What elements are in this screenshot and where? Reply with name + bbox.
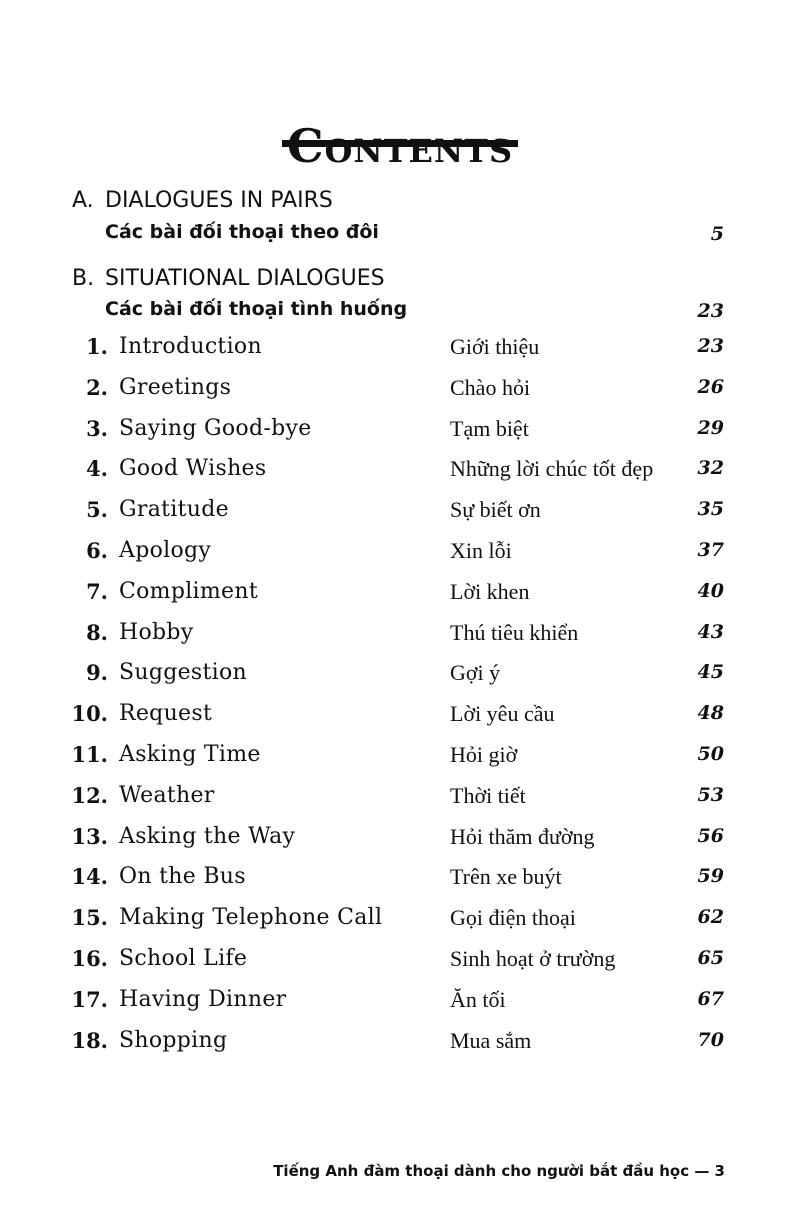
entry-page: 23 [697, 335, 724, 357]
entry-translation: Giới thiệu [450, 334, 540, 359]
toc-entry[interactable] [0, 458, 800, 499]
entry-number: 11. [71, 741, 108, 767]
entry-title: Good Wishes [119, 456, 267, 482]
entry-translation: Tạm biệt [450, 415, 529, 441]
entry-title: Making Telephone Call [119, 905, 383, 931]
entry-page: 43 [697, 620, 724, 643]
entry-number: 1. [86, 334, 108, 359]
entry-translation: Gọi điện thoại [450, 905, 576, 931]
entry-number: 10. [71, 701, 108, 727]
entry-translation: Hỏi giờ [450, 741, 518, 767]
section-heading-text: DIALOGUES IN PAIRS [105, 188, 333, 213]
entry-title: School Life [119, 945, 248, 971]
toc-entry[interactable] [0, 537, 800, 581]
entry-title: Shopping [119, 1027, 228, 1053]
toc-entry[interactable] [0, 499, 800, 540]
section-a-heading[interactable] [72, 190, 333, 212]
toc-entry[interactable] [0, 662, 800, 703]
entry-number: 18. [71, 1027, 108, 1053]
entry-title: Asking the Way [119, 823, 296, 849]
entry-number: 16. [71, 945, 108, 971]
entry-number: 3. [86, 415, 108, 441]
entry-title: Saying Good-bye [119, 415, 312, 441]
entry-page: 67 [697, 987, 724, 1010]
entry-translation: Sự biết ơn [450, 497, 541, 523]
toc-list [0, 336, 800, 1070]
toc-entry[interactable] [0, 415, 800, 459]
title-underline [282, 140, 518, 147]
toc-entry[interactable] [0, 782, 800, 826]
toc-entry[interactable] [0, 703, 800, 744]
entry-title: Asking Time [119, 741, 261, 767]
entry-translation: Sinh hoạt ở trường [450, 945, 616, 971]
entry-page: 65 [697, 946, 724, 969]
entry-page: 70 [697, 1028, 724, 1051]
entry-number: 9. [86, 660, 108, 686]
entry-number: 6. [86, 537, 108, 563]
entry-number: 2. [86, 374, 108, 400]
section-b-heading[interactable] [72, 268, 385, 290]
toc-entry[interactable] [0, 866, 800, 907]
entry-title: Apology [119, 537, 212, 563]
entry-page: 50 [697, 742, 724, 765]
entry-title: Request [119, 701, 213, 727]
entry-number: 17. [71, 986, 108, 1012]
toc-entry[interactable] [0, 907, 800, 948]
entry-number: 14. [71, 864, 108, 890]
entry-page: 62 [697, 906, 724, 929]
toc-entry[interactable] [0, 336, 800, 377]
entry-translation: Lời yêu cầu [450, 701, 555, 727]
entry-title: Greetings [119, 374, 232, 400]
toc-entry[interactable] [0, 374, 800, 418]
section-letter: B. [72, 266, 95, 291]
entry-number: 5. [86, 497, 108, 523]
page-footer: Tiếng Anh đàm thoại dành cho người bắt đầu học — 3 [273, 1162, 725, 1180]
section-heading-text: SITUATIONAL DIALOGUES [105, 266, 385, 291]
toc-entry[interactable] [0, 578, 800, 622]
toc-entry[interactable] [0, 1027, 800, 1071]
entry-title: Suggestion [119, 660, 248, 686]
section-b-subtitle: Các bài đối thoại tình huống [105, 298, 408, 320]
entry-number: 8. [86, 619, 108, 645]
entry-page: 35 [697, 498, 724, 521]
entry-translation: Gợi ý [450, 660, 501, 686]
entry-translation: Hỏi thăm đường [450, 823, 595, 849]
section-a-subtitle: Các bài đối thoại theo đôi [105, 221, 379, 243]
entry-title: Gratitude [119, 497, 229, 523]
entry-translation: Thời tiết [450, 782, 526, 808]
toc-entry[interactable] [0, 986, 800, 1030]
entry-translation: Trên xe buýt [450, 864, 562, 890]
entry-page: 29 [697, 416, 724, 439]
entry-number: 12. [71, 782, 108, 808]
entry-title: Compliment [119, 578, 258, 604]
entry-page: 26 [697, 375, 724, 398]
entry-title: Having Dinner [119, 986, 287, 1012]
entry-number: 15. [71, 905, 108, 931]
entry-page: 40 [697, 579, 724, 602]
section-b-page-number: 23 [697, 300, 724, 322]
entry-translation: Thú tiêu khiển [450, 619, 579, 645]
toc-entry[interactable] [0, 823, 800, 867]
entry-page: 48 [697, 702, 724, 725]
section-letter: A. [72, 188, 94, 213]
entry-title: Hobby [119, 619, 194, 645]
entry-page: 45 [697, 661, 724, 684]
entry-page: 59 [697, 865, 724, 888]
toc-entry[interactable] [0, 741, 800, 785]
entry-page: 53 [697, 783, 724, 806]
entry-title: Weather [119, 782, 215, 808]
entry-title: Introduction [119, 334, 262, 359]
entry-translation: Ăn tối [450, 986, 506, 1012]
entry-page: 56 [697, 824, 724, 847]
toc-entry[interactable] [0, 945, 800, 989]
toc-entry[interactable] [0, 619, 800, 663]
entry-translation: Chào hỏi [450, 374, 531, 400]
entry-number: 13. [71, 823, 108, 849]
entry-translation: Mua sắm [450, 1027, 532, 1053]
entry-page: 37 [697, 538, 724, 561]
section-a-page-number: 5 [710, 223, 724, 245]
entry-number: 7. [86, 578, 108, 604]
entry-translation: Những lời chúc tốt đẹp [450, 456, 654, 482]
entry-number: 4. [86, 456, 108, 482]
entry-translation: Lời khen [450, 578, 530, 604]
entry-title: On the Bus [119, 864, 246, 890]
entry-translation: Xin lỗi [450, 537, 512, 563]
entry-page: 32 [697, 457, 724, 480]
